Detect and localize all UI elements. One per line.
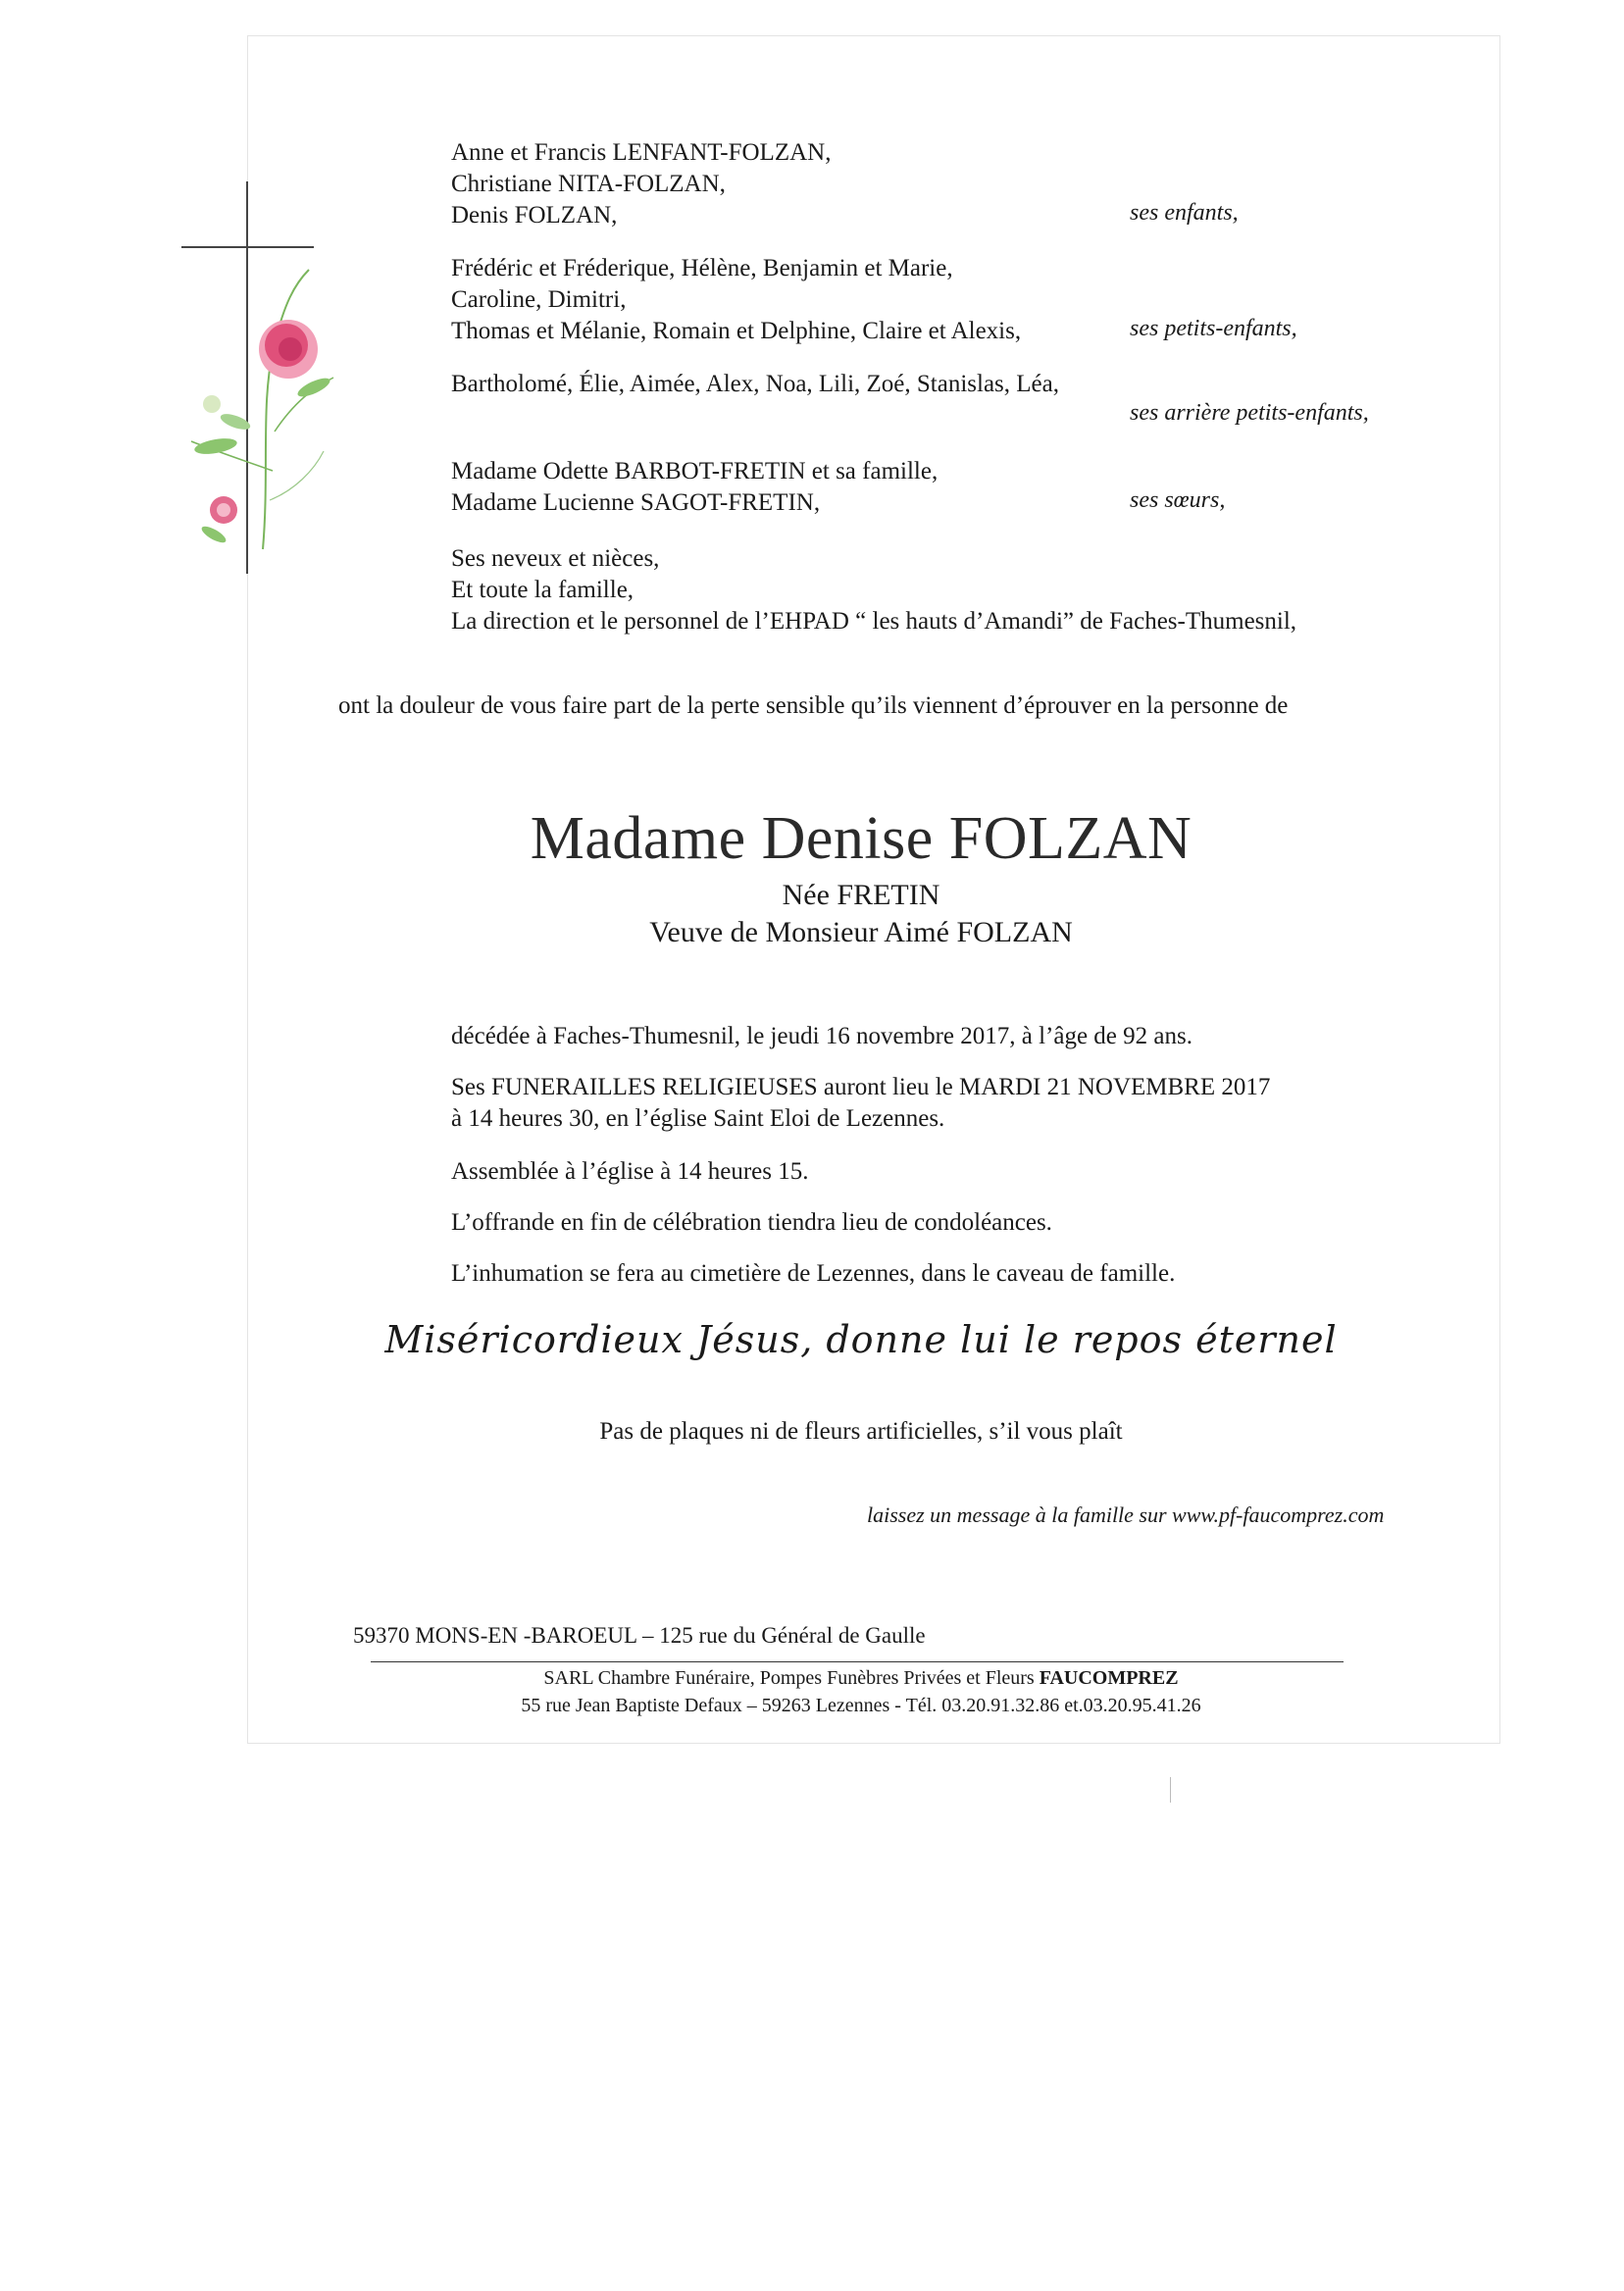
grandchildren-line-3: Thomas et Mélanie, Romain et Delphine, Claire et Alexis,: [451, 318, 1022, 344]
prayer-line: Miséricordieux Jésus, donne lui le repos éternel: [384, 1318, 1338, 1361]
grandchildren-line-2: Caroline, Dimitri,: [451, 286, 627, 313]
footer-company-address: 55 rue Jean Baptiste Defaux – 59263 Lezennes - Tél. 03.20.91.32.86 et.03.20.95.41.26: [521, 1695, 1201, 1716]
scan-mark: [1170, 1777, 1171, 1803]
assembly-line: Assemblée à l’église à 14 heures 15.: [451, 1158, 809, 1185]
children-line-3: Denis FOLZAN,: [451, 202, 618, 229]
others-line-3: La direction et le personnel de l’EHPAD “ les hauts d’Amandi” de Faches-Thumesnil,: [451, 608, 1297, 635]
others-line-2: Et toute la famille,: [451, 577, 634, 603]
sisters-line-1: Madame Odette BARBOT-FRETIN et sa famille,: [451, 458, 939, 484]
children-line-2: Christiane NITA-FOLZAN,: [451, 171, 726, 197]
grandchildren-line-1: Frédéric et Fréderique, Hélène, Benjamin et Marie,: [451, 255, 953, 281]
death-details: décédée à Faches-Thumesnil, le jeudi 16 novembre 2017, à l’âge de 92 ans.: [451, 1023, 1193, 1049]
flowers-note: Pas de plaques ni de fleurs artificielles, s’il vous plaît: [599, 1418, 1123, 1445]
grandchildren-role: ses petits-enfants,: [1130, 316, 1297, 341]
company-prefix: SARL Chambre Funéraire, Pompes Funèbres Privées et Fleurs: [543, 1667, 1035, 1689]
great-grandchildren-role: ses arrière petits-enfants,: [1130, 400, 1369, 426]
great-grandchildren-line: Bartholomé, Élie, Aimée, Alex, Noa, Lili, Zoé, Stanislas, Léa,: [451, 371, 1059, 397]
children-role: ses enfants,: [1130, 200, 1239, 226]
intro-sentence: ont la douleur de vous faire part de la perte sensible qu’ils viennent d’éprouver en la personne de: [338, 692, 1289, 719]
deceased-name: Madame Denise FOLZAN: [530, 805, 1193, 872]
website-note: laissez un message à la famille sur www.pf-faucomprez.com: [867, 1502, 1385, 1527]
birth-name: Née FRETIN: [782, 879, 940, 911]
funeral-line-1: Ses FUNERAILLES RELIGIEUSES auront lieu le MARDI 21 NOVEMBRE 2017: [451, 1074, 1271, 1100]
sisters-role: ses sœurs,: [1130, 487, 1226, 513]
footer-company: [0, 1667, 1624, 1690]
children-line-1: Anne et Francis LENFANT-FOLZAN,: [451, 139, 832, 166]
funeral-line-2: à 14 heures 30, en l’église Saint Eloi de Lezennes.: [451, 1105, 945, 1132]
sisters-line-2: Madame Lucienne SAGOT-FRETIN,: [451, 489, 821, 516]
cross-with-rose-icon: [177, 177, 353, 579]
company-name: FAUCOMPREZ: [1039, 1667, 1179, 1689]
widow-of: Veuve de Monsieur Aimé FOLZAN: [649, 916, 1073, 948]
burial-line: L’inhumation se fera au cimetière de Lezennes, dans le caveau de famille.: [451, 1260, 1176, 1287]
offering-line: L’offrande en fin de célébration tiendra lieu de condoléances.: [451, 1209, 1052, 1236]
others-line-1: Ses neveux et nièces,: [451, 545, 660, 572]
footer-address: 59370 MONS-EN -BAROEUL – 125 rue du Général de Gaulle: [353, 1623, 926, 1648]
footer-divider: [371, 1661, 1344, 1662]
